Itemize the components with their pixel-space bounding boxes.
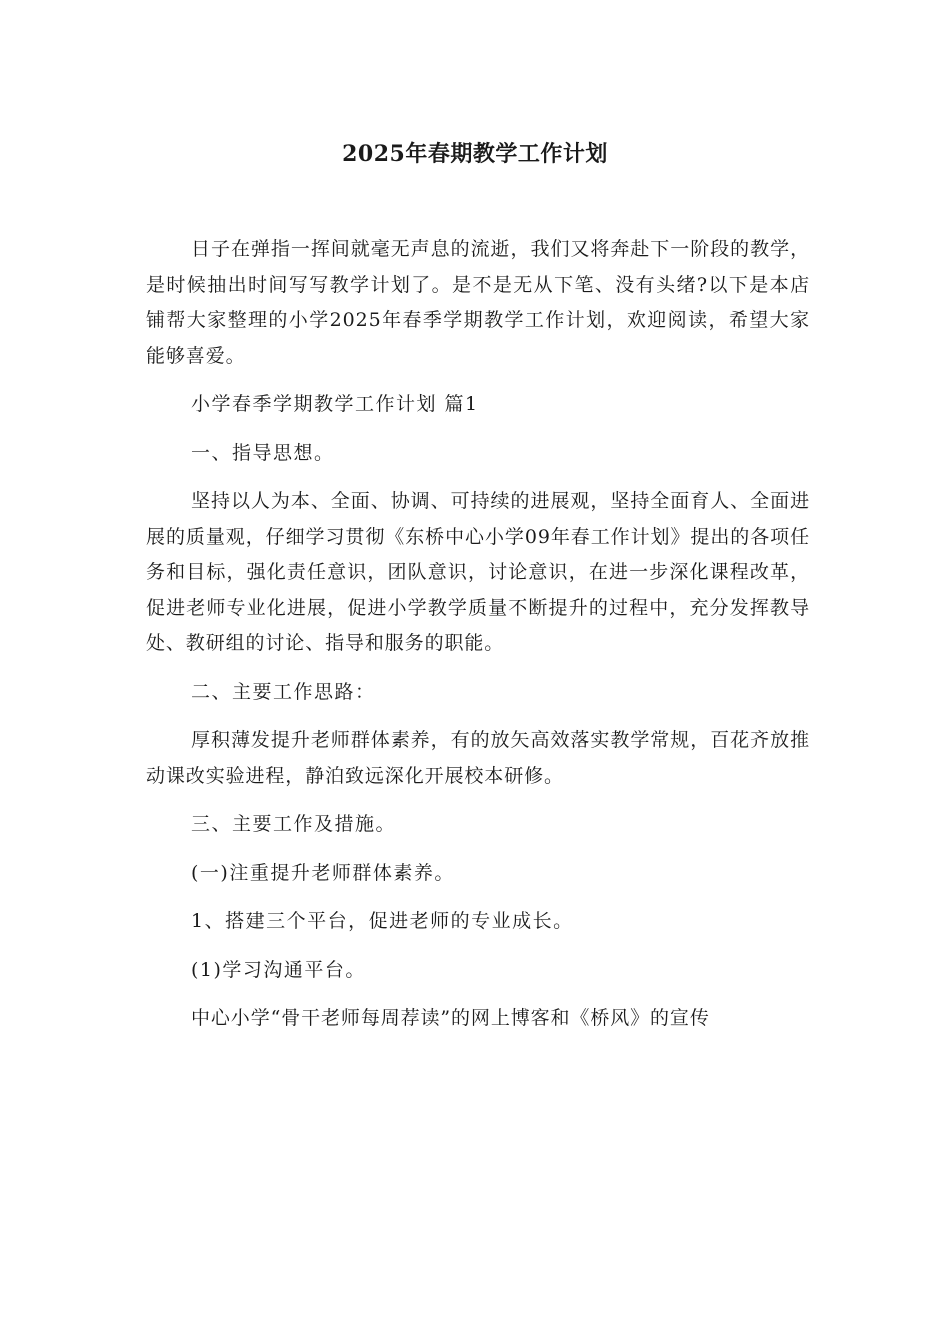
paragraph-blog-promotion: 中心小学“骨干老师每周荐读”的网上博客和《桥风》的宣传	[191, 1007, 710, 1029]
document-title: 2025年春期教学工作计划	[342, 141, 608, 167]
paragraph-guiding-ideology: 坚持以人为本、全面、协调、可持续的进展观，坚持全面育人、全面进展的质量观，仔细学习贯彻《东桥中心小学09年春工作计划》提出的各项任务和目标，强化责任意识，团队意识，讨论意识，在进一步深化课程改革，促进老师专业化进展，促进小学教学质量不断提升的过程中，充分发挥教导处、教研组的讨论、指导和服务的职能。	[146, 490, 810, 654]
intro-paragraph: 日子在弹指一挥间就毫无声息的流逝，我们又将奔赴下一阶段的教学，是时候抽出时间写写教学计划了。是不是无从下笔、没有头绪?以下是本店铺帮大家整理的小学2025年春季学期教学工作计划，欢迎阅读，希望大家能够喜爱。	[146, 238, 810, 367]
item-three-platforms: 1、搭建三个平台，促进老师的专业成长。	[191, 910, 574, 932]
paragraph-main-ideas: 厚积薄发提升老师群体素养，有的放矢高效落实教学常规，百花齐放推动课改实验进程，静泊致远深化开展校本研修。	[146, 729, 810, 787]
item-learning-platform: (1)学习沟通平台。	[191, 958, 366, 981]
subheading-teacher-quality: (一)注重提升老师群体素养。	[191, 861, 455, 884]
heading-main-ideas: 二、主要工作思路：	[191, 680, 376, 703]
document-body	[146, 232, 810, 1050]
section-heading-part1: 小学春季学期教学工作计划 篇1	[191, 393, 479, 415]
heading-main-work: 三、主要工作及措施。	[191, 813, 397, 835]
heading-guiding-ideology: 一、指导思想。	[191, 441, 335, 464]
